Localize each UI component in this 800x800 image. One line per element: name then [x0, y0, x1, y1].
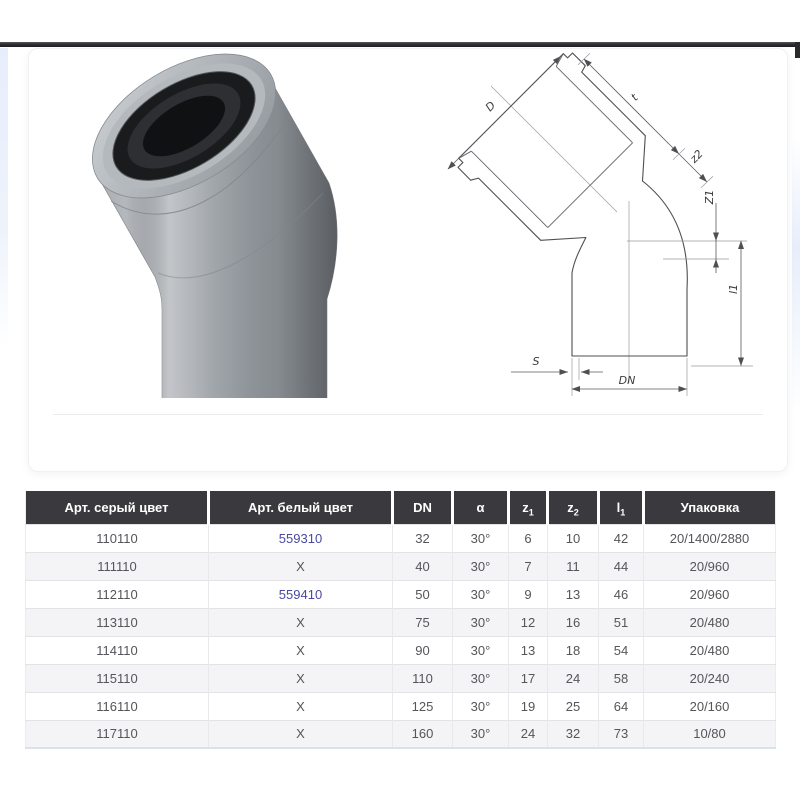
dimension-z1: [627, 190, 747, 273]
cell-l1: 54: [599, 636, 644, 664]
column-header-z1: $z_1$: [509, 491, 548, 524]
dimension-l1: [691, 241, 753, 366]
cell-alpha: 30°: [453, 636, 509, 664]
table-row: [26, 552, 776, 580]
table-row: [26, 720, 776, 748]
cell-l1: 58: [599, 664, 644, 692]
header-row: [26, 491, 776, 524]
cell-z1: 13: [509, 636, 548, 664]
cell-z1: 7: [509, 552, 548, 580]
table-row: [26, 524, 776, 552]
svg-text:l1: l1: [727, 283, 740, 295]
socket-axis-centerline: [491, 86, 617, 212]
spec-table-wrap: [25, 491, 775, 749]
cell-art-white: X: [209, 608, 393, 636]
cell-art-grey: 117110: [26, 720, 209, 748]
table-body: [26, 524, 776, 748]
left-edge-strip: [0, 48, 8, 348]
cell-z1: 17: [509, 664, 548, 692]
cell-art-white: X: [209, 664, 393, 692]
technical-drawing: [441, 51, 781, 411]
svg-text:D: D: [482, 98, 499, 115]
column-header-package: Упаковка: [644, 491, 776, 524]
cell-z1: 9: [509, 580, 548, 608]
table-row: [26, 692, 776, 720]
column-header-dn: DN: [393, 491, 453, 524]
cell-z2: 13: [548, 580, 599, 608]
cell-l1: 64: [599, 692, 644, 720]
cell-art-white: X: [209, 720, 393, 748]
svg-text:S: S: [532, 355, 540, 368]
cell-package: 10/80: [644, 720, 776, 748]
dimension-socket-depth: [578, 53, 713, 187]
cell-dn: 40: [393, 552, 453, 580]
article-link[interactable]: 559310: [278, 530, 323, 546]
cell-z1: 19: [509, 692, 548, 720]
cell-alpha: 30°: [453, 524, 509, 552]
table-row: [26, 580, 776, 608]
product-photo: [71, 53, 391, 398]
cell-z2: 16: [548, 608, 599, 636]
cell-art-white: X: [209, 692, 393, 720]
cell-art-white: [209, 524, 393, 552]
cell-l1: 73: [599, 720, 644, 748]
svg-text:t: t: [628, 91, 641, 104]
cell-dn: 90: [393, 636, 453, 664]
dimension-dn: [572, 358, 687, 396]
cell-art-grey: 115110: [26, 664, 209, 692]
cell-l1: 51: [599, 608, 644, 636]
cell-z2: 18: [548, 636, 599, 664]
cell-art-white: [209, 580, 393, 608]
top-divider-bar: [0, 42, 800, 47]
spec-table: [25, 491, 776, 749]
column-header-z2: $z_2$: [548, 491, 599, 524]
cell-alpha: 30°: [453, 692, 509, 720]
product-card: [28, 48, 788, 472]
svg-text:DN: DN: [618, 374, 636, 387]
svg-text:Z1: Z1: [703, 189, 716, 205]
cell-art-grey: 112110: [26, 580, 209, 608]
table-row: [26, 608, 776, 636]
table-row: [26, 664, 776, 692]
cell-dn: 75: [393, 608, 453, 636]
card-divider: [53, 414, 763, 415]
cell-alpha: 30°: [453, 608, 509, 636]
cell-z1: 12: [509, 608, 548, 636]
cell-alpha: 30°: [453, 720, 509, 748]
dimension-wall-thickness: [511, 355, 603, 396]
cell-dn: 125: [393, 692, 453, 720]
column-header-l1: $l_1$: [599, 491, 644, 524]
cell-z2: 24: [548, 664, 599, 692]
cell-z2: 25: [548, 692, 599, 720]
cell-package: 20/240: [644, 664, 776, 692]
elbow-photo-svg: [71, 53, 391, 398]
column-header-art-white: Арт. белый цвет: [209, 491, 393, 524]
scrollbar-notch: [795, 42, 800, 58]
cell-art-grey: 116110: [26, 692, 209, 720]
cell-z1: 24: [509, 720, 548, 748]
cell-dn: 50: [393, 580, 453, 608]
cell-package: 20/960: [644, 552, 776, 580]
cell-package: 20/480: [644, 636, 776, 664]
column-header-alpha: α: [453, 491, 509, 524]
cell-l1: 44: [599, 552, 644, 580]
cell-alpha: 30°: [453, 664, 509, 692]
cell-l1: 46: [599, 580, 644, 608]
table-row: [26, 636, 776, 664]
dimension-diameter: [448, 56, 561, 169]
article-link[interactable]: 559410: [278, 586, 323, 602]
cell-package: 20/1400/2880: [644, 524, 776, 552]
cell-z2: 11: [548, 552, 599, 580]
cell-alpha: 30°: [453, 580, 509, 608]
right-edge-strip: [792, 140, 800, 410]
cell-art-grey: 114110: [26, 636, 209, 664]
cell-dn: 32: [393, 524, 453, 552]
svg-text:z2: z2: [687, 147, 706, 166]
cell-dn: 160: [393, 720, 453, 748]
cell-l1: 42: [599, 524, 644, 552]
cell-z1: 6: [509, 524, 548, 552]
cell-package: 20/960: [644, 580, 776, 608]
cell-package: 20/480: [644, 608, 776, 636]
cell-art-white: X: [209, 552, 393, 580]
cell-art-grey: 113110: [26, 608, 209, 636]
cell-z2: 32: [548, 720, 599, 748]
cell-dn: 110: [393, 664, 453, 692]
elbow-outline: [458, 53, 687, 356]
cell-alpha: 30°: [453, 552, 509, 580]
cell-art-grey: 111110: [26, 552, 209, 580]
cell-art-white: X: [209, 636, 393, 664]
elbow-drawing-svg: [441, 51, 781, 411]
cell-art-grey: 110110: [26, 524, 209, 552]
column-header-art-grey: Арт. серый цвет: [26, 491, 209, 524]
cell-z2: 10: [548, 524, 599, 552]
cell-package: 20/160: [644, 692, 776, 720]
